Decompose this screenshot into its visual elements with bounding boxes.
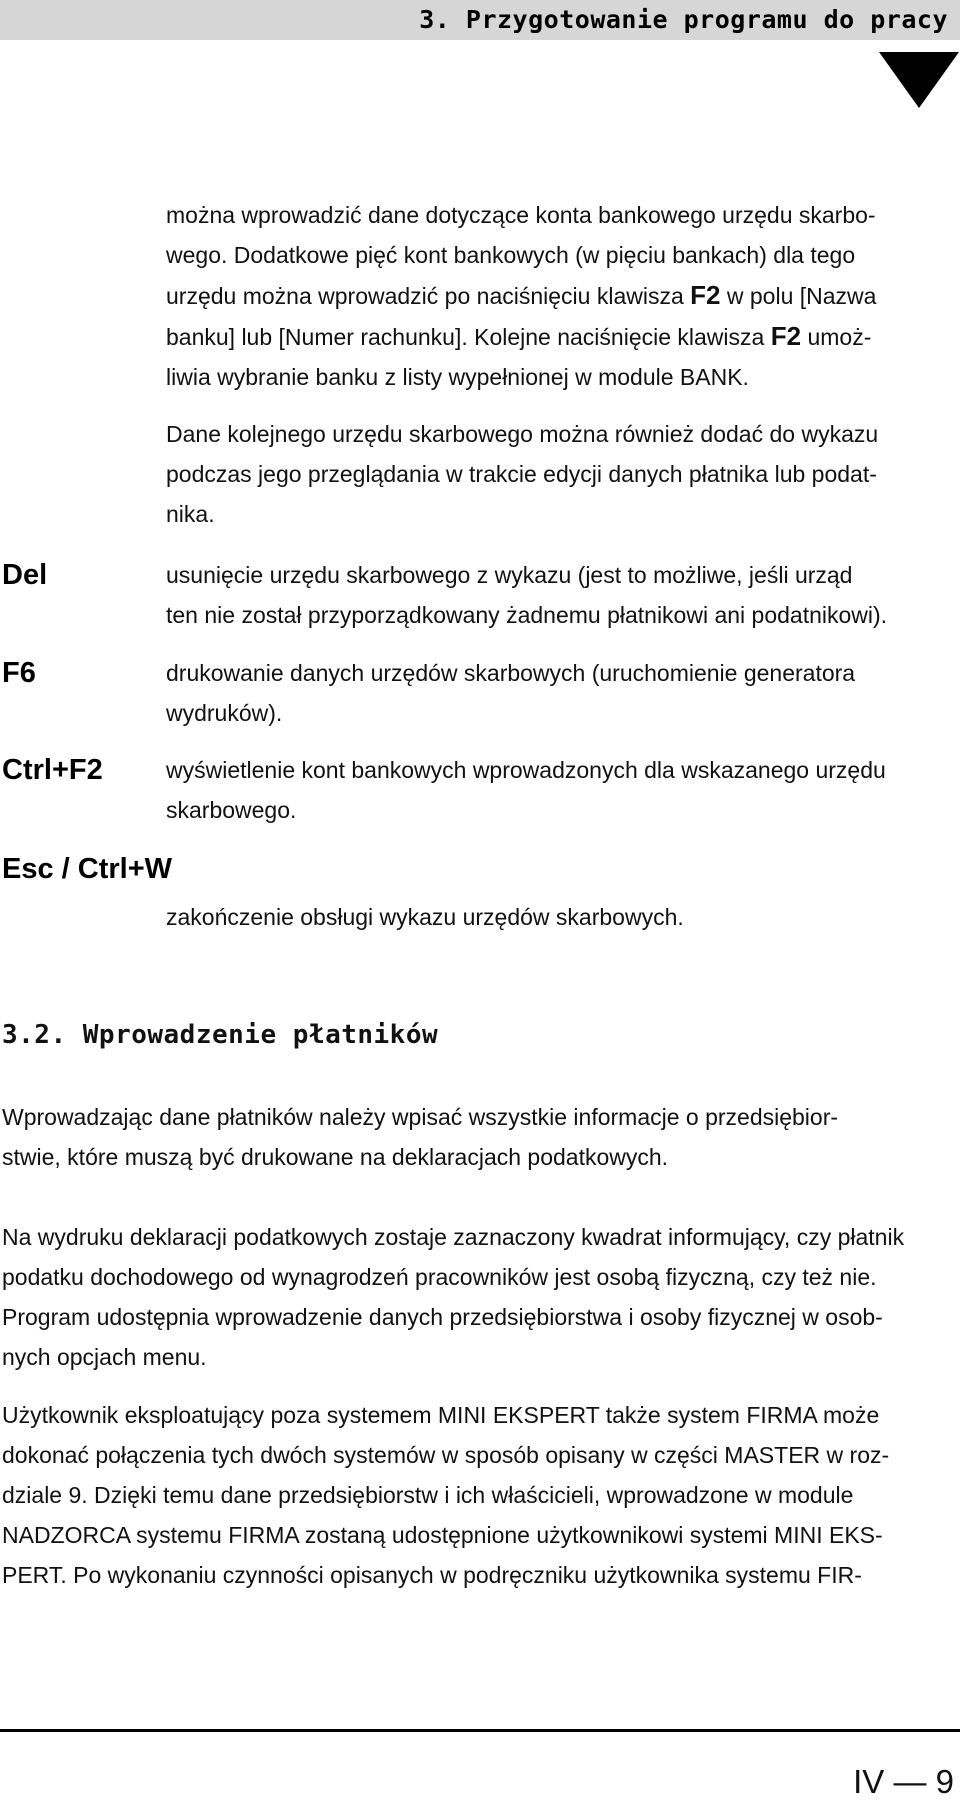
key-label-ctrl-f2: Ctrl+F2	[2, 754, 103, 786]
section-paragraph-1	[2, 1097, 956, 1177]
key-f2-inline: F2	[770, 321, 802, 351]
section-paragraph-2	[2, 1217, 956, 1377]
text-line: można wprowadzić dane dotyczące konta bankowego urzędu skarbo-	[166, 202, 876, 228]
text-line: podatku dochodowego od wynagrodzeń pracowników jest osobą fizyczną, czy też nie.	[2, 1264, 877, 1290]
text-line: wyświetlenie kont bankowych wprowadzonych dla wskazanego urzędu	[166, 757, 886, 783]
text-line: dziale 9. Dzięki temu dane przedsiębiorstw i ich właścicieli, wprowadzone w module	[2, 1482, 854, 1508]
key-description-ctrl-f2	[166, 750, 956, 830]
text-line: wydruków).	[166, 700, 283, 726]
text-line: wego. Dodatkowe pięć kont bankowych (w pięciu bankach) dla tego	[166, 242, 856, 268]
section-paragraph-3	[2, 1395, 956, 1595]
text-line: usunięcie urzędu skarbowego z wykazu (jest to możliwe, jeśli urząd	[166, 562, 853, 588]
key-label-del: Del	[2, 559, 48, 591]
text-line: PERT. Po wykonaniu czynności opisanych w podręczniku użytkownika systemu FIR-	[2, 1562, 862, 1588]
text-line: banku] lub [Numer rachunku]. Kolejne naciśnięcie klawisza F2 umoż-	[166, 321, 872, 351]
key-description-esc-ctrl-w	[166, 897, 956, 937]
section-heading: 3.2. Wprowadzenie płatników	[2, 1020, 439, 1050]
key-label-f6: F6	[2, 657, 36, 689]
triangle-down-icon	[879, 52, 959, 108]
text-line: Użytkownik eksploatujący poza systemem MINI EKSPERT także system FIRMA może	[2, 1402, 880, 1428]
text-line: podczas jego przeglądania w trakcie edycji danych płatnika lub podat-	[166, 461, 877, 487]
footer-divider	[0, 1729, 960, 1732]
page-number: IV — 9	[853, 1763, 954, 1800]
text-line: Program udostępnia wprowadzenie danych przedsiębiorstwa i osoby fizycznej w osob-	[2, 1304, 883, 1330]
text-line: drukowanie danych urzędów skarbowych (uruchomienie generatora	[166, 660, 856, 686]
key-label-esc-ctrl-w: Esc / Ctrl+W	[2, 853, 173, 885]
text-line: Na wydruku deklaracji podatkowych zostaje zaznaczony kwadrat informujący, czy płatnik	[2, 1224, 905, 1250]
text-line: liwia wybranie banku z listy wypełnionej w module BANK.	[166, 364, 749, 390]
key-description-del	[166, 555, 956, 635]
text-line: urzędu można wprowadzić po naciśnięciu klawisza F2 w polu [Nazwa	[166, 280, 877, 310]
key-f2-inline: F2	[690, 280, 721, 310]
text-line: nych opcjach menu.	[2, 1344, 207, 1370]
text-line: NADZORCA systemu FIRMA zostaną udostępnione użytkownikowi systemi MINI EKS-	[2, 1522, 883, 1548]
paragraph-bank-accounts	[166, 195, 956, 397]
text-line: zakończenie obsługi wykazu urzędów skarbowych.	[166, 904, 684, 930]
text-line: nika.	[166, 501, 215, 527]
key-description-f6	[166, 653, 956, 733]
chapter-title: 3. Przygotowanie programu do pracy	[419, 5, 948, 34]
text-line: Wprowadzając dane płatników należy wpisać wszystkie informacje o przedsiębior-	[2, 1104, 839, 1130]
text-line: skarbowego.	[166, 797, 297, 823]
text-line: Dane kolejnego urzędu skarbowego można również dodać do wykazu	[166, 421, 879, 447]
text-line: stwie, które muszą być drukowane na deklaracjach podatkowych.	[2, 1144, 669, 1170]
text-line: dokonać połączenia tych dwóch systemów w sposób opisany w części MASTER w roz-	[2, 1442, 890, 1468]
paragraph-add-office	[166, 414, 956, 534]
text-line: ten nie został przyporządkowany żadnemu płatnikowi ani podatnikowi).	[166, 602, 888, 628]
